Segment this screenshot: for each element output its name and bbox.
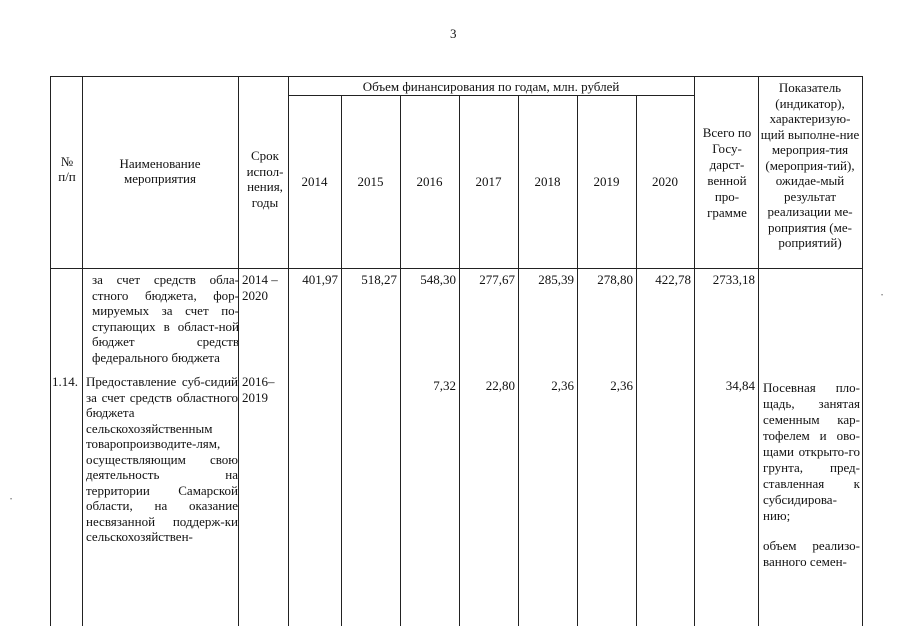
header-term: Срок испол-нения, годы [246,148,284,210]
row-1-value-2020: 422,78 [655,272,691,287]
header-year-2019: 2019 [593,174,620,189]
scan-speck: • [10,497,13,503]
row-2-number: 1.14. [52,374,78,389]
row-1-value-2015: 518,27 [361,272,397,287]
col-divider-total [758,76,759,626]
row-1-value-2019: 278,80 [597,272,633,287]
row-2-indicator: Посевная пло-щадь, занятая семенным кар-тофелем и ово-щами открыто-го грунта, пред-ставленная к субсидирова-нию; [763,380,860,523]
row-1-value-2016: 548,30 [420,272,456,287]
header-number: № п/п [58,154,76,184]
table-top-border [50,76,863,77]
header-activity-name: Наименование мероприятия [119,156,201,186]
header-year-2017: 2017 [475,174,502,189]
row-2-term: 2016– 2019 [242,374,275,405]
col-divider-no [82,76,83,626]
row-2-activity-name: Предоставление суб-сидий за счет средств областного бюджета сельскохозяйственным товаропроизводите-лям, осуществляющим свою деятельность на территории Самарской области, на оказание несвязанной поддерж-ки сельскохозяйствен- [86,374,238,544]
row-2-value-2018: 2,36 [551,378,574,393]
header-year-2016: 2016 [416,174,443,189]
row-2-total: 34,84 [725,378,755,393]
header-year-2014: 2014 [301,174,328,189]
row-2-value-2016: 7,32 [433,378,456,393]
row-1-value-2014: 401,97 [302,272,338,287]
header-year-2020: 2020 [652,174,678,189]
table-right-border [862,76,863,626]
page-number: 3 [450,26,457,41]
header-indicator: Показатель (индикатор), характеризую-щий выполне-ние мероприя-тия (мероприя-тий), ожидае-мый результат реализации ме-роприятия (ме-роприятий) [760,80,860,250]
row-1-term: 2014 – 2020 [242,272,278,303]
funding-subheader-border [288,95,694,96]
row-2-indicator-continued: объем реализо-ванного семен- [763,538,860,569]
scan-speck: • [881,293,884,299]
table-left-border [50,76,51,626]
col-divider-2020 [694,76,695,626]
row-1-total: 2733,18 [712,272,755,287]
header-bottom-border [50,268,863,269]
row-1-value-2018: 285,39 [538,272,574,287]
row-2-value-2017: 22,80 [485,378,515,393]
program-table [50,76,863,626]
header-year-2015: 2015 [357,174,384,189]
row-1-activity-name: за счет средств обла-стного бюджета, фор-мируемых за счет по-ступающих в област-ной бюджет средств федерального бюджета [92,272,239,365]
header-funding-group: Объем финансирования по годам, млн. рублей [362,79,620,94]
row-1-value-2017: 277,67 [479,272,515,287]
header-total: Всего по Госу-дарст-венной про-грамме [702,125,752,220]
header-year-2018: 2018 [534,174,561,189]
col-divider-term [288,76,289,626]
row-2-value-2019: 2,36 [610,378,633,393]
